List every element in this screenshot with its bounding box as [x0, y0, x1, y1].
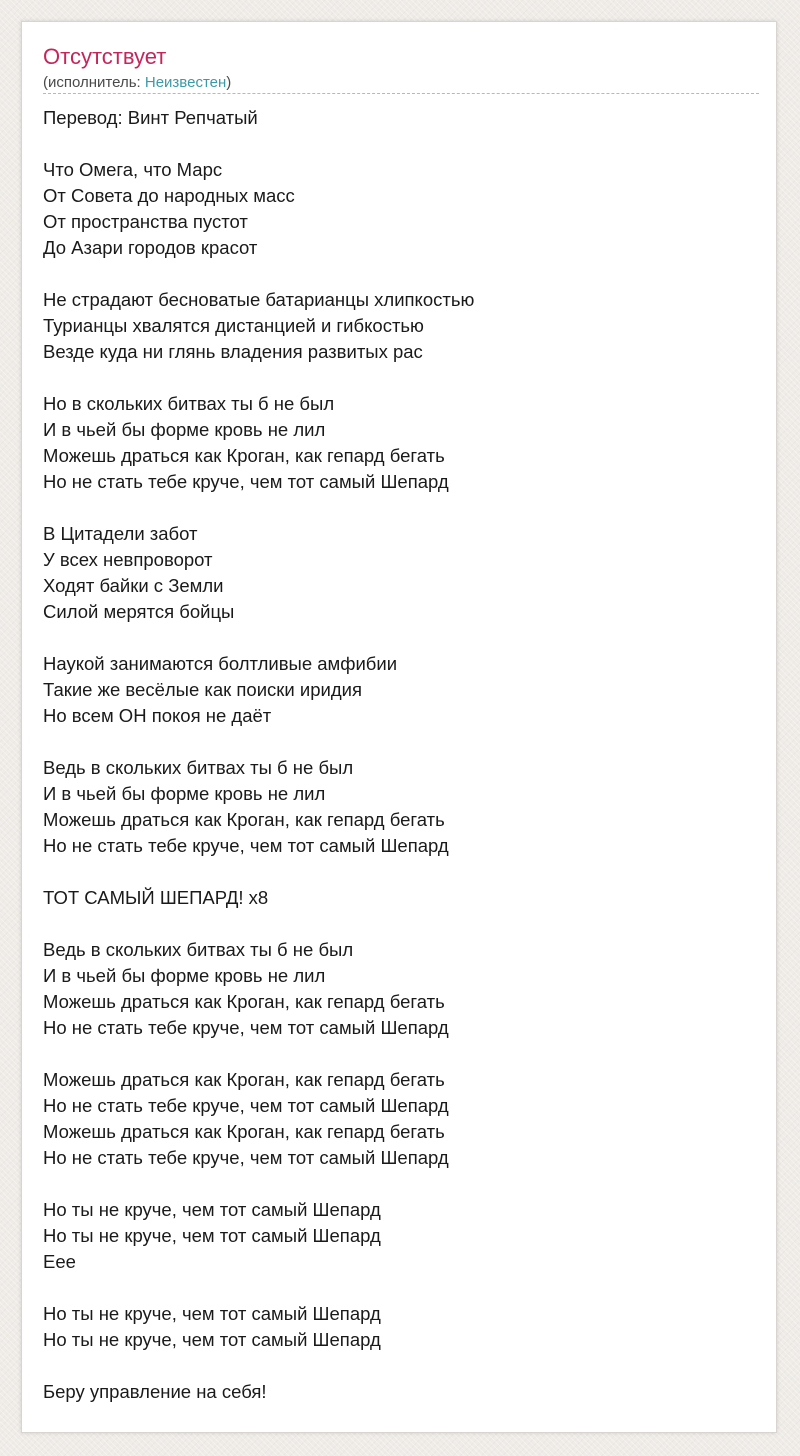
lyrics-text: Перевод: Винт Репчатый Что Омега, что Марс От Совета до народных масс От пространства пустот До Азари городов красот Не страдают бесноватые батарианцы хлипкостью Турианцы хвалятся дистанцией и гибкостью Везде куда ни глянь владения развитых рас Но в скольких битвах ты б не был И в чьей бы форме кровь не лил Можешь драться как Кроган, как гепард бегать Но не стать тебе круче, чем тот самый Шепард В Цитадели забот У всех невпроворот Ходят байки с Земли Силой мерятся бойцы Наукой занимаются болтливые амфибии Такие же весёлые как поиски иридия Но всем ОН покоя не даёт Ведь в скольких битвах ты б не был И в чьей бы форме кровь не лил Можешь драться как Кроган, как гепард бегать Но не стать тебе круче, чем тот самый Шепард ТОТ САМЫЙ ШЕПАРД! x8 Ведь в скольких битвах ты б не был И в чьей бы форме кровь не лил Можешь драться как Кроган, как гепард бегать Но не стать тебе круче, чем тот самый Шепард Можешь драться как Кроган, как гепард бегать Но не стать тебе круче, чем тот самый Шепард Можешь драться как Кроган, как гепард бегать Но не стать тебе круче, чем тот самый Шепард Но ты не круче, чем тот самый Шепард Но ты не круче, чем тот самый Шепард Еее Но ты не круче, чем тот самый Шепард Но ты не круче, чем тот самый Шепард Беру управление на себя! [43, 107, 475, 1402]
header-divider [43, 93, 759, 94]
artist-prefix: (исполнитель: [43, 74, 145, 91]
artist-line [43, 73, 231, 93]
artist-suffix: ) [226, 74, 232, 91]
lyrics-card [21, 21, 777, 1433]
song-title: Отсутствует [43, 44, 167, 69]
artist-link[interactable]: Неизвестен [144, 74, 227, 91]
